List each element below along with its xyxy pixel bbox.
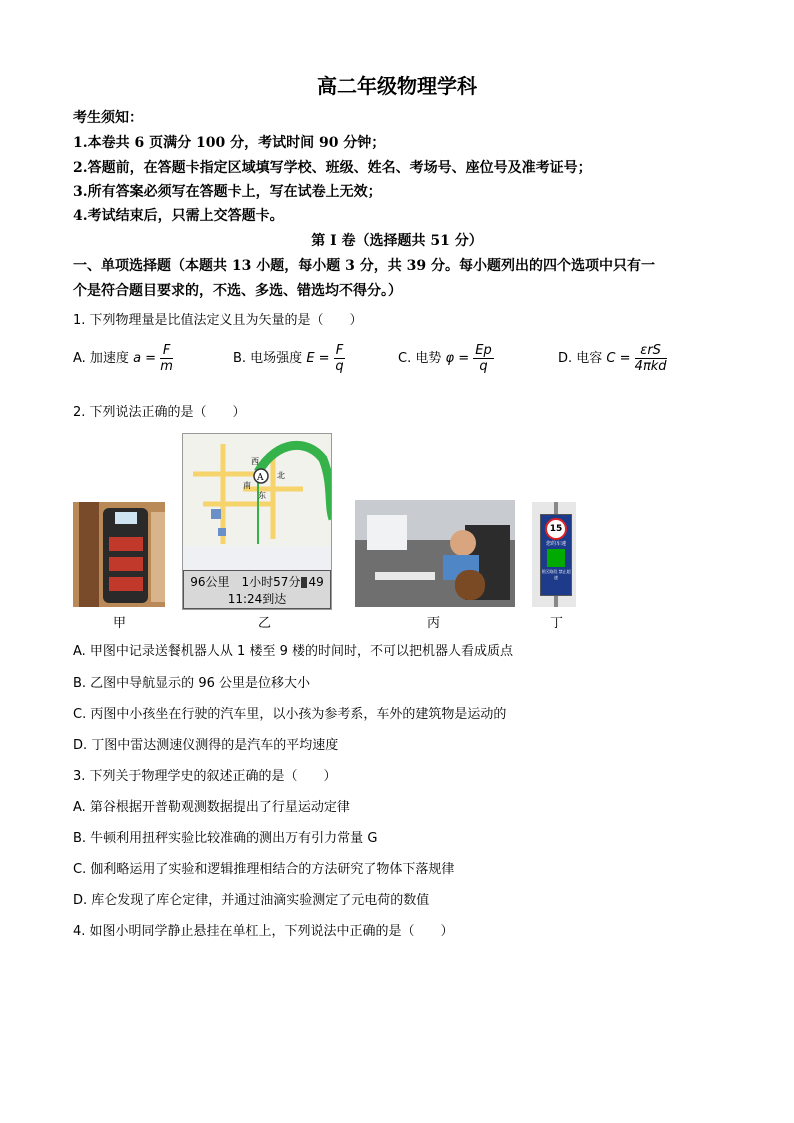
q3-option-d: D. 库仑发现了库仑定律，并通过油滴实验测定了元电荷的数值 [73, 893, 430, 908]
svg-text:A: A [257, 473, 264, 483]
q3-stem: 3. 下列关于物理学史的叙述正确的是（ ） [73, 769, 337, 784]
sign-text: 您的车速 [545, 541, 566, 547]
part1-title: 第 I 卷（选择题共 51 分） [311, 233, 483, 249]
q3-option-b: B. 牛顿利用扭秤实验比较准确的测出万有引力常量 G [73, 831, 378, 846]
section1-line1: 一、单项选择题（本题共 13 小题，每小题 3 分，共 39 分。每小题列出的四个选项中只有一 [73, 258, 655, 274]
q4-stem: 4. 如图小明同学静止悬挂在单杠上，下列说法中正确的是（ ） [73, 924, 454, 939]
speed-limit-icon: 15 [545, 518, 567, 540]
notice-item: 1.本卷共 6 页满分 100 分，考试时间 90 分钟； [73, 135, 386, 151]
fraction: $\frac{F}{q}$ [335, 343, 344, 374]
sign-text: 景区路段 禁止超速 [541, 569, 571, 580]
q2-option-c: C. 丙图中小孩坐在行驶的汽车里，以小孩为参考系，车外的建筑物是运动的 [73, 707, 507, 722]
q2-stem: 2. 下列说法正确的是（ ） [73, 405, 246, 420]
notice-item: 4.考试结束后，只需上交答题卡。 [73, 208, 284, 224]
q2-option-a: A. 甲图中记录送餐机器人从 1 楼至 9 楼的时间时，不可以把机器人看成质点 [73, 644, 514, 659]
option-label: D. 电容 [558, 351, 603, 366]
figure-label: 甲 [113, 616, 127, 631]
speed-sign-photo [532, 502, 576, 607]
q1-option-d [558, 343, 667, 374]
equation-lhs: φ = [445, 351, 470, 366]
q1-stem: 1. 下列物理量是比值法定义且为矢量的是（ ） [73, 313, 363, 328]
section1-line2: 个是符合题目要求的，不选、多选、错选均不得分。） [73, 283, 402, 299]
map-label-south: 南 [243, 481, 251, 490]
option-label: A. 加速度 [73, 351, 129, 366]
nav-badge: 49 [308, 575, 324, 589]
q2-option-b: B. 乙图中导航显示的 96 公里是位移大小 [73, 676, 310, 691]
equation-lhs: a = [133, 351, 157, 366]
figure-label: 乙 [258, 616, 272, 631]
equation-lhs: C = [606, 351, 631, 366]
nav-info-panel [183, 570, 331, 609]
q1-option-b [233, 343, 345, 374]
q2-option-d: D. 丁图中雷达测速仪测得的是汽车的平均速度 [73, 738, 339, 753]
q3-option-c: C. 伽利略运用了实验和逻辑推理相结合的方法研究了物体下落规律 [73, 862, 455, 877]
traffic-light-icon [301, 577, 307, 588]
option-label: C. 电势 [398, 351, 442, 366]
notice-heading: 考生须知： [73, 110, 143, 126]
map-label-east: 东 [258, 491, 266, 500]
notice-item: 3.所有答案必须写在答题卡上，写在试卷上无效； [73, 184, 382, 200]
map-label-north: 北 [277, 471, 285, 480]
robot-photo [73, 502, 165, 607]
speed-display [547, 549, 565, 567]
map-label-west: 西 [251, 457, 259, 466]
fraction: $\frac{\text{εrS}}{\text{4πkd}}$ [634, 343, 667, 374]
q3-option-a: A. 第谷根据开普勒观测数据提出了行星运动定律 [73, 800, 350, 815]
figure-label: 丁 [550, 616, 564, 631]
figure-label: 丙 [427, 616, 441, 631]
fraction: $\frac{F}{m}$ [160, 343, 173, 374]
option-label: B. 电场强度 [233, 351, 303, 366]
nav-distance-time: 96公里 1小时57分 [190, 575, 301, 589]
notice-item: 2.答题前，在答题卡指定区域填写学校、班级、姓名、考场号、座位号及准考证号； [73, 160, 592, 176]
q1-option-c [398, 343, 494, 374]
fraction: $\frac{Ep}{q}$ [475, 343, 492, 374]
page-title: 高二年级物理学科 [317, 74, 477, 98]
navigation-map [182, 433, 332, 610]
nav-arrival: 11:24到达 [227, 592, 287, 606]
equation-lhs: E = [306, 351, 330, 366]
car-photo [355, 500, 515, 607]
q1-option-a [73, 343, 173, 374]
